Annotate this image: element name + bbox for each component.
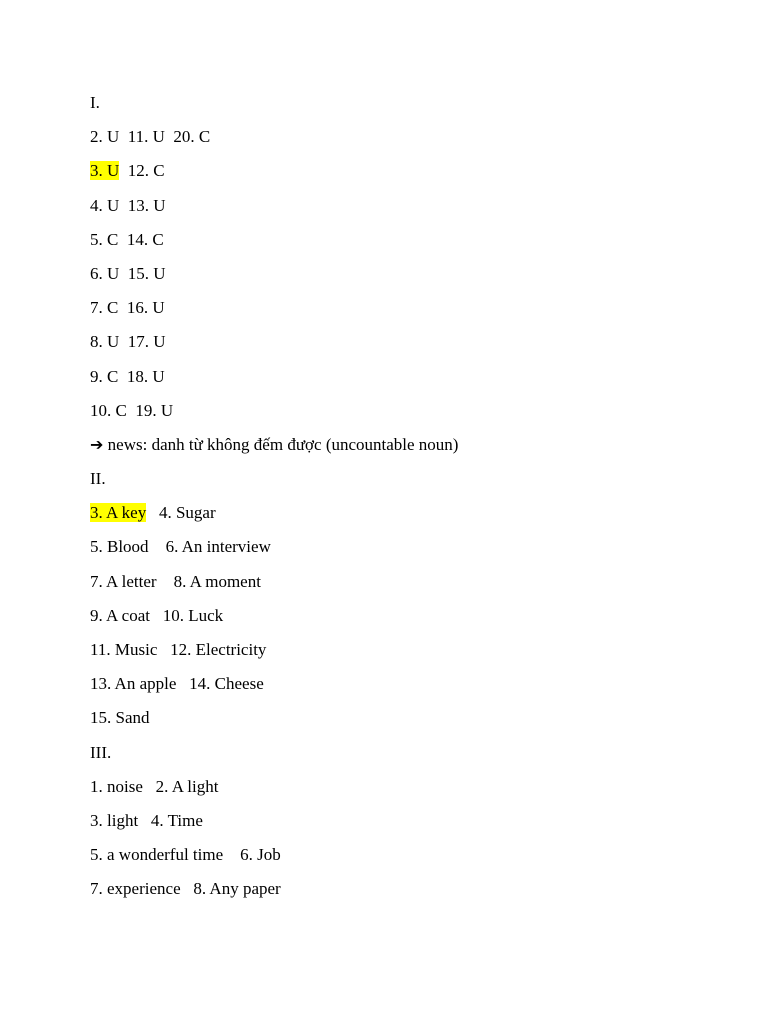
answer-key-lines	[90, 92, 458, 913]
answer-line	[90, 776, 458, 810]
answer-item: 16. U	[126, 298, 165, 318]
answer-item: 10. Luck	[162, 605, 224, 625]
answer-item: 15. Sand	[90, 708, 150, 728]
answer-item: 17. U	[127, 332, 166, 352]
answer-item: 12. C	[127, 161, 165, 181]
answer-item: 2. U	[90, 127, 120, 147]
answer-item: 14. Cheese	[189, 674, 264, 694]
answer-line	[90, 400, 458, 434]
answer-item: 13. An apple	[90, 674, 177, 694]
section-heading-3: III.	[90, 742, 112, 762]
answer-item: 15. U	[127, 263, 166, 283]
answer-item: 8. A moment	[173, 571, 261, 591]
answer-item: 14. C	[126, 229, 164, 249]
answer-line	[90, 605, 458, 639]
answer-item: 10. C	[90, 400, 127, 420]
answer-line	[90, 878, 458, 912]
highlighted-answer: 3. U	[90, 161, 120, 181]
answer-item: 7. experience	[90, 879, 181, 899]
answer-item: 8. U	[90, 332, 120, 352]
answer-item: 11. Music	[90, 640, 158, 659]
answer-item: 4. Sugar	[158, 503, 216, 523]
note-line	[90, 434, 458, 468]
answer-item: 5. Blood	[90, 537, 149, 557]
answer-item: 19. U	[135, 400, 174, 420]
answer-item: 11. U 20. C	[127, 127, 211, 147]
answer-line	[90, 195, 458, 229]
answer-item: 6. Job	[240, 845, 281, 865]
note-text: news: danh từ không đếm được (uncountable noun)	[103, 434, 459, 454]
section-heading-1: I.	[90, 93, 100, 112]
answer-line	[90, 810, 458, 844]
answer-item: 9. C	[90, 366, 119, 386]
answer-line	[90, 673, 458, 707]
answer-line	[90, 297, 458, 331]
answer-item: 7. C	[90, 298, 119, 318]
answer-line	[90, 126, 458, 160]
answer-item: 3. light	[90, 810, 139, 830]
answer-line	[90, 571, 458, 605]
answer-line	[90, 639, 458, 673]
answer-item: 9. A coat	[90, 605, 150, 625]
arrow-right-icon: ➔	[90, 434, 104, 454]
answer-item: 18. U	[126, 366, 165, 386]
answer-line	[90, 366, 458, 400]
section-heading-2: II.	[90, 469, 106, 489]
answer-line	[90, 844, 458, 878]
answer-line	[90, 536, 458, 570]
highlighted-answer: 3. A key	[90, 503, 147, 523]
answer-item: 1. noise	[90, 776, 143, 796]
answer-line	[90, 707, 458, 741]
answer-item: 8. Any paper	[193, 879, 281, 899]
answer-item: 12. Electricity	[170, 640, 267, 659]
answer-item: 6. U	[90, 263, 120, 283]
answer-item: 4. Time	[150, 810, 203, 830]
answer-line	[90, 331, 458, 365]
answer-line	[90, 160, 458, 194]
answer-item: 2. A light	[155, 776, 219, 796]
answer-item: 5. a wonderful time	[90, 845, 224, 865]
answer-item: 4. U	[90, 195, 120, 215]
answer-item: 6. An interview	[165, 537, 271, 557]
answer-line	[90, 229, 458, 263]
answer-line	[90, 263, 458, 297]
answer-item: 7. A letter	[90, 571, 157, 591]
answer-item: 5. C	[90, 229, 119, 249]
answer-line	[90, 502, 458, 536]
answer-item: 13. U	[127, 195, 166, 215]
